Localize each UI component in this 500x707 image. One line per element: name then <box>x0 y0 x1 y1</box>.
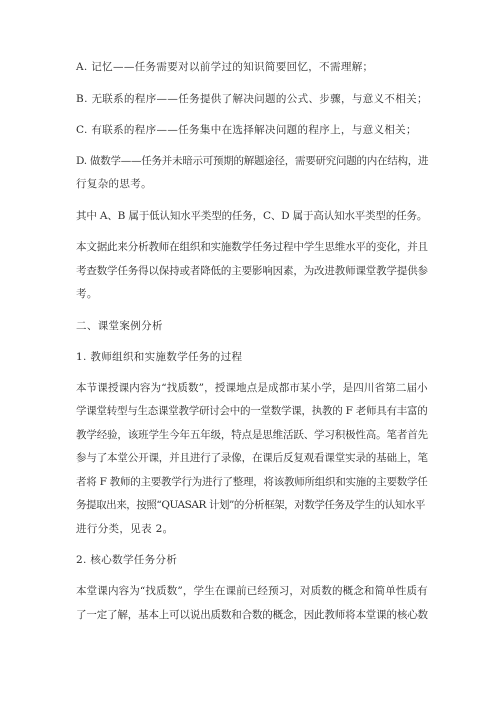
item-a-text: A. 记忆——任务需要对以前学过的知识简要回忆，不需理解； <box>76 61 374 73</box>
sub1-line-5: 者将 F 教师的主要教学行为进行了整理，将该教师所组织和实施的主要数学任 <box>76 476 428 488</box>
intro-line-2: 考查数学任务得以保持或者降低的主要影响因素，为改进教师课堂教学提供参 <box>76 265 428 277</box>
sub1-line-1: 本节课授课内容为“找质数”，授课地点是成都市某小学，是四川省第二届小 <box>76 382 428 394</box>
item-c-text: C. 有联系的程序——任务集中在选择解决问题的程序上，与意义相关； <box>76 124 417 136</box>
intro-line-1: 本文据此来分析教师在组织和实施数学任务过程中学生思维水平的变化，并且 <box>76 241 428 253</box>
item-d-line-1: D. 做数学——任务并未暗示可预期的解题途径，需要研究问题的内在结构，进 <box>76 155 429 167</box>
subsection-1-heading: 1. 教师组织和实施数学任务的过程 <box>76 351 243 363</box>
sub1-line-4: 参与了本堂公开课，并且进行了录像，在课后反复观看课堂实录的基础上，笔 <box>76 452 428 464</box>
sub1-line-7: 进行分类，见表 2。 <box>76 523 174 535</box>
sub1-line-2: 学课堂转型与生态课堂教学研讨会中的一堂数学课，执教的 F 老师具有丰富的 <box>76 405 428 417</box>
item-b-text: B. 无联系的程序——任务提供了解决问题的公式、步骤，与意义不相关； <box>76 93 428 105</box>
section-heading: 二、课堂案例分析 <box>76 320 163 332</box>
item-d-line-2: 行复杂的思考。 <box>76 178 152 190</box>
sub1-line-3: 教学经验，该班学生今年五年级，特点是思维活跃、学习积极性高。笔者首先 <box>76 429 428 441</box>
intro-line-3: 考。 <box>76 288 98 300</box>
sub1-line-6: 务提取出来，按照“QUASAR 计划”的分析框架，对数学任务及学生的认知水平 <box>76 499 425 511</box>
summary-text: 其中 A、B 属于低认知水平类型的任务，C、D 属于高认知水平类型的任务。 <box>76 210 428 222</box>
subsection-2-heading: 2. 核心数学任务分析 <box>76 554 178 566</box>
sub2-line-2: 了一定了解，基本上可以说出质数和合数的概念，因此教师将本堂课的核心数 <box>76 609 428 621</box>
sub2-line-1: 本堂课内容为“找质数”，学生在课前已经预习，对质数的概念和简单性质有 <box>76 585 428 597</box>
